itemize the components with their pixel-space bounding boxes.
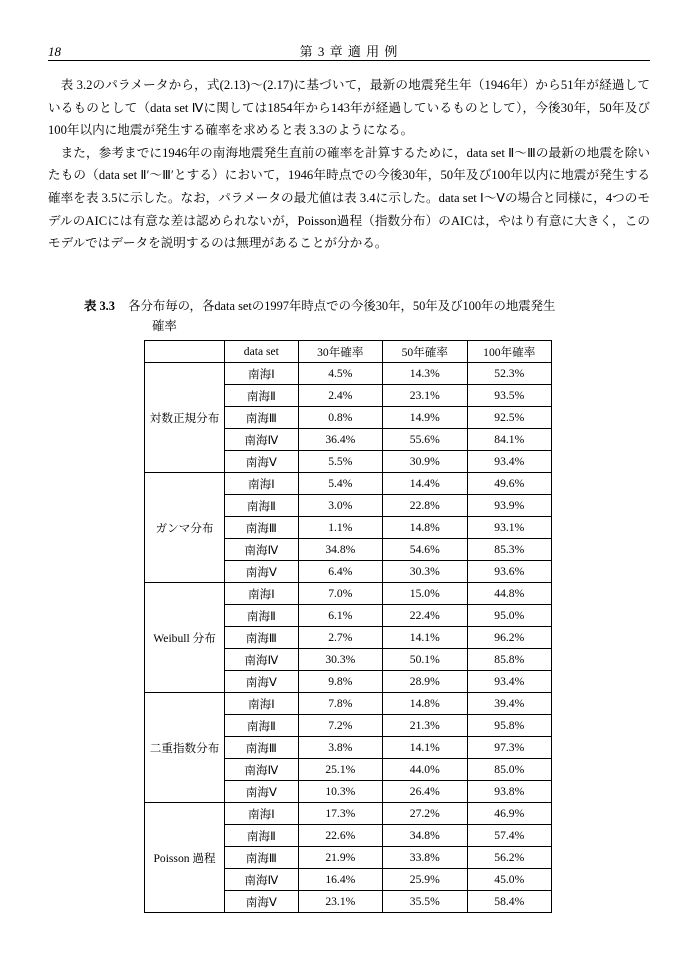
- cell-p100: 57.4%: [467, 825, 551, 847]
- body-text: [48, 74, 650, 255]
- cell-p30: 0.8%: [298, 407, 382, 429]
- cell-p30: 1.1%: [298, 517, 382, 539]
- cell-p30: 36.4%: [298, 429, 382, 451]
- cell-p50: 27.2%: [383, 803, 467, 825]
- cell-p30: 25.1%: [298, 759, 382, 781]
- paragraph-2: また，参考までに1946年の南海地震発生直前の確率を計算するために，data set Ⅱ〜Ⅲの最新の地震を除いたもの（data set Ⅱ′〜Ⅲ′とする）において，1946年時点での今後30年，50年及び100年以内に地震が発生する確率を表 3.5に示した。なお，パラメータの最尤値は表 3.4に示した。data set Ⅰ〜Ⅴの場合と同様に，4つのモデルのAICには有意な差は認められないが，Poisson過程（指数分布）のAICは，やはり有意に大きく，このモデルではデータを説明するのは無理があることが分かる。: [48, 145, 650, 251]
- cell-dataset: 南海Ⅰ: [225, 363, 299, 385]
- table-caption: [84, 296, 614, 336]
- cell-p30: 5.5%: [298, 451, 382, 473]
- cell-p100: 93.6%: [467, 561, 551, 583]
- cell-p30: 6.4%: [298, 561, 382, 583]
- cell-p100: 93.9%: [467, 495, 551, 517]
- cell-p30: 17.3%: [298, 803, 382, 825]
- cell-p50: 23.1%: [383, 385, 467, 407]
- running-head: [48, 36, 650, 58]
- cell-p30: 5.4%: [298, 473, 382, 495]
- group-label: Poisson 過程: [145, 803, 225, 913]
- cell-dataset: 南海Ⅰ: [225, 693, 299, 715]
- cell-dataset: 南海Ⅳ: [225, 429, 299, 451]
- cell-dataset: 南海Ⅱ: [225, 385, 299, 407]
- table-header-p50: 50年確率: [383, 341, 467, 363]
- cell-p50: 14.8%: [383, 693, 467, 715]
- cell-p100: 58.4%: [467, 891, 551, 913]
- group-label: Weibull 分布: [145, 583, 225, 693]
- cell-p30: 30.3%: [298, 649, 382, 671]
- cell-p100: 96.2%: [467, 627, 551, 649]
- table-row: [145, 473, 552, 495]
- cell-dataset: 南海Ⅴ: [225, 561, 299, 583]
- cell-p100: 93.1%: [467, 517, 551, 539]
- cell-p100: 56.2%: [467, 847, 551, 869]
- page-number: 18: [48, 44, 61, 59]
- cell-p50: 33.8%: [383, 847, 467, 869]
- cell-p100: 85.3%: [467, 539, 551, 561]
- cell-p100: 93.5%: [467, 385, 551, 407]
- cell-dataset: 南海Ⅴ: [225, 451, 299, 473]
- cell-p30: 2.7%: [298, 627, 382, 649]
- cell-p50: 34.8%: [383, 825, 467, 847]
- cell-p50: 21.3%: [383, 715, 467, 737]
- table-caption-line1: 各分布毎の，各data setの1997年時点での今後30年，50年及び100年の地震発生: [128, 299, 556, 313]
- cell-p100: 93.4%: [467, 671, 551, 693]
- table-caption-line2: 確率: [152, 319, 177, 333]
- cell-dataset: 南海Ⅴ: [225, 781, 299, 803]
- cell-dataset: 南海Ⅱ: [225, 825, 299, 847]
- cell-p30: 16.4%: [298, 869, 382, 891]
- cell-p30: 9.8%: [298, 671, 382, 693]
- cell-p50: 14.4%: [383, 473, 467, 495]
- cell-p30: 34.8%: [298, 539, 382, 561]
- cell-p100: 85.0%: [467, 759, 551, 781]
- cell-dataset: 南海Ⅲ: [225, 627, 299, 649]
- cell-p50: 30.9%: [383, 451, 467, 473]
- cell-p30: 22.6%: [298, 825, 382, 847]
- header-rule: [48, 60, 650, 61]
- cell-p50: 55.6%: [383, 429, 467, 451]
- cell-p50: 35.5%: [383, 891, 467, 913]
- cell-dataset: 南海Ⅳ: [225, 539, 299, 561]
- cell-p100: 95.8%: [467, 715, 551, 737]
- cell-p100: 39.4%: [467, 693, 551, 715]
- group-label: 二重指数分布: [145, 693, 225, 803]
- cell-p30: 23.1%: [298, 891, 382, 913]
- table-body: [145, 363, 552, 913]
- cell-dataset: 南海Ⅲ: [225, 847, 299, 869]
- cell-p30: 7.0%: [298, 583, 382, 605]
- table-header-dataset: data set: [225, 341, 299, 363]
- cell-dataset: 南海Ⅳ: [225, 649, 299, 671]
- table-header-blank: [145, 341, 225, 363]
- group-label: 対数正規分布: [145, 363, 225, 473]
- cell-p100: 95.0%: [467, 605, 551, 627]
- cell-p100: 93.8%: [467, 781, 551, 803]
- cell-p30: 21.9%: [298, 847, 382, 869]
- cell-p50: 14.1%: [383, 737, 467, 759]
- cell-p50: 28.9%: [383, 671, 467, 693]
- cell-p50: 22.4%: [383, 605, 467, 627]
- cell-dataset: 南海Ⅰ: [225, 473, 299, 495]
- table-header-p100: 100年確率: [467, 341, 551, 363]
- cell-p30: 4.5%: [298, 363, 382, 385]
- cell-p100: 92.5%: [467, 407, 551, 429]
- cell-p50: 54.6%: [383, 539, 467, 561]
- cell-dataset: 南海Ⅱ: [225, 495, 299, 517]
- cell-p30: 7.8%: [298, 693, 382, 715]
- cell-p30: 2.4%: [298, 385, 382, 407]
- probability-table-wrap: [144, 340, 552, 913]
- cell-p50: 25.9%: [383, 869, 467, 891]
- cell-p30: 3.8%: [298, 737, 382, 759]
- cell-p30: 10.3%: [298, 781, 382, 803]
- table-row: [145, 583, 552, 605]
- cell-dataset: 南海Ⅱ: [225, 715, 299, 737]
- cell-p100: 49.6%: [467, 473, 551, 495]
- cell-p100: 46.9%: [467, 803, 551, 825]
- cell-p50: 44.0%: [383, 759, 467, 781]
- cell-p50: 14.8%: [383, 517, 467, 539]
- paragraph-1: 表 3.2のパラメータから，式(2.13)〜(2.17)に基づいて，最新の地震発生年（1946年）から51年が経過しているものとして（data set Ⅳに関しては1854年から143年が経過しているものとして），今後30年，50年及び100年以内に地震が発生する確率を求めると表 3.3のようになる。: [48, 78, 650, 138]
- chapter-title: 第 3 章 適 用 例: [299, 44, 399, 59]
- cell-p100: 44.8%: [467, 583, 551, 605]
- cell-p50: 15.0%: [383, 583, 467, 605]
- cell-p50: 50.1%: [383, 649, 467, 671]
- cell-p100: 52.3%: [467, 363, 551, 385]
- cell-p100: 85.8%: [467, 649, 551, 671]
- cell-p50: 14.3%: [383, 363, 467, 385]
- cell-p100: 97.3%: [467, 737, 551, 759]
- table-caption-label: 表 3.3: [84, 299, 115, 313]
- cell-dataset: 南海Ⅰ: [225, 803, 299, 825]
- cell-dataset: 南海Ⅳ: [225, 759, 299, 781]
- cell-p100: 84.1%: [467, 429, 551, 451]
- cell-p30: 7.2%: [298, 715, 382, 737]
- table-header-p30: 30年確率: [298, 341, 382, 363]
- cell-dataset: 南海Ⅴ: [225, 891, 299, 913]
- cell-dataset: 南海Ⅲ: [225, 517, 299, 539]
- table-row: [145, 803, 552, 825]
- cell-dataset: 南海Ⅱ: [225, 605, 299, 627]
- cell-dataset: 南海Ⅲ: [225, 407, 299, 429]
- cell-dataset: 南海Ⅲ: [225, 737, 299, 759]
- cell-p100: 45.0%: [467, 869, 551, 891]
- probability-table: [144, 340, 552, 913]
- cell-p30: 3.0%: [298, 495, 382, 517]
- cell-p30: 6.1%: [298, 605, 382, 627]
- cell-p50: 14.9%: [383, 407, 467, 429]
- cell-p50: 14.1%: [383, 627, 467, 649]
- table-header-row: [145, 341, 552, 363]
- cell-dataset: 南海Ⅳ: [225, 869, 299, 891]
- table-row: [145, 363, 552, 385]
- cell-dataset: 南海Ⅰ: [225, 583, 299, 605]
- cell-p50: 26.4%: [383, 781, 467, 803]
- group-label: ガンマ分布: [145, 473, 225, 583]
- cell-p50: 22.8%: [383, 495, 467, 517]
- cell-dataset: 南海Ⅴ: [225, 671, 299, 693]
- cell-p100: 93.4%: [467, 451, 551, 473]
- table-row: [145, 693, 552, 715]
- cell-p50: 30.3%: [383, 561, 467, 583]
